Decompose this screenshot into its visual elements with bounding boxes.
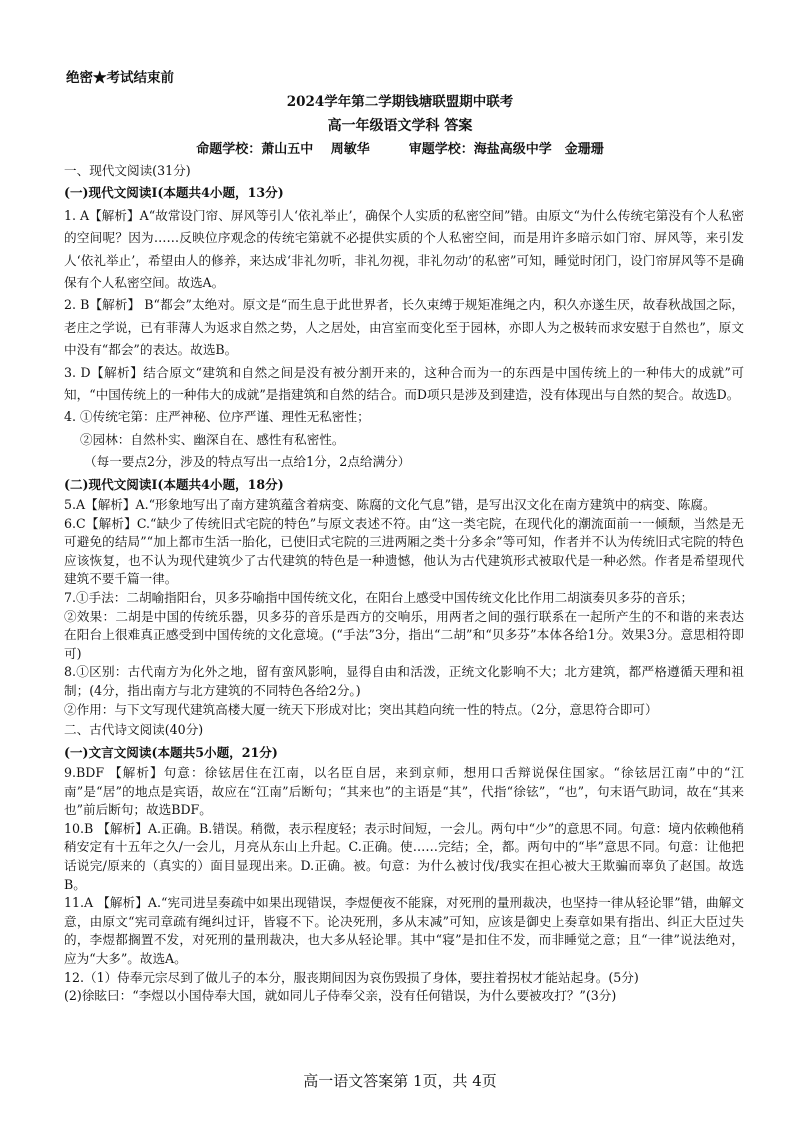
answer-q1: 1. A【解析】A“故常设门帘、屏风等引人‘依礼举止’，确保个人实质的私密空间”错。由原文“为什么传统宅第没有个人私密的空间呢？因为……反映位序观念的传统宅第就不必提供实质的个人私密空间，而是用许多暗示如门帘、屏风等，来引发人‘依礼举止’，希望由人的修养，来达成‘非礼勿听，非礼勿视，非礼勿动’的私密”可知，睡觉时闭门，设门帘屏风等不是确保有个人私密空间。故选A。: [64, 207, 744, 291]
answer-q6: 6.C【解析】C.“缺少了传统旧式宅院的特色”与原文表述不符。由“这一类宅院，在现代化的潮流面前一一倾颓，当然是无可避免的结局”“加上都市生活一胎化，已使旧式宅院的三进两厢之类十分多余”等可知，作者并不认为传统旧式宅院的特色应该恢复，也不认为现代建筑少了古代建筑的特色是一种遗憾，他认为古代建筑形式被取代是一种必然。作者是希望现代建筑不要千篇一律。: [64, 515, 744, 587]
answer-q8-part1: 8.①区别：古代南方为化外之地，留有蛮风影响，显得自由和活泼，正统文化影响不大；北方建筑，都严格遵循天理和祖制；(4分，指出南方与北方建筑的不同特色各给2分。): [64, 664, 744, 699]
answer-q7-part1: 7.①手法：二胡喻指阳台，贝多芬喻指中国传统文化，在阳台上感受中国传统文化比作用二胡演奏贝多芬的音乐；: [64, 590, 694, 606]
author-line: 命题学校：萧山五中 周敏华 审题学校：海盐高级中学 金珊珊: [196, 142, 604, 157]
answer-q12-part1: 12.（1）侍奉元宗尽到了做儿子的本分，服丧期间因为哀伤毁损了身体，要拄着拐杖才能站起身。(5分): [64, 969, 639, 985]
answer-q7-part2: ②效果：二胡是中国的传统乐器，贝多芬的音乐是西方的交响乐，用两者之间的强行联系在一起所产生的不和谐的来表达在阳台上很难真正感受到中国传统的文化意境。(“手法”3分，指出“二胡”和“贝多芬”本体各给1分。效果3分。意思相符即可): [64, 608, 744, 661]
answer-q10: 10.B 【解析】A.正确。B.错误。稍微，表示程度轻；表示时间短，一会儿。两句中“少”的意思不同。句意：境内依赖他稍稍安定有十五年之久/一会儿，月亮从东山上升起。C.正确。使……完结；全，都。两句中的“毕”意思不同。句意：让他把话说完/原来的（真实的）面目显现出来。D.正确。被。句意：为什么被讨伐/我实在担心被大王欺骗而辜负了赵国。故选B。: [64, 820, 744, 892]
page-footer: 高一语文答案第 1页，共 4页: [303, 1072, 497, 1090]
subsection-heading-classical-prose: (一)文言文阅读(本题共5小题，21分): [64, 744, 278, 760]
answer-q4-part1: 4. ①传统宅第：庄严神秘、位序严谨、理性无私密性；: [64, 409, 370, 425]
exam-subtitle: 高一年级语文学科 答案: [327, 118, 473, 134]
answer-q4-scoring: （每一要点2分，涉及的特点写出一点给1分，2点给满分）: [84, 454, 411, 470]
answer-q2: 2. B【解析】 B“都会”太绝对。原文是“而生息于此世界者，长久束缚于规矩准绳之内，积久亦遂生厌，故春秋战国之际，老庄之学说，已有菲薄人为返求自然之势，人之居处，由宫室而变化至于园林，亦即人为之极转而求安慰于自然也”，原文中没有“都会”的表达。故选B。: [64, 297, 744, 358]
answer-q9: 9.BDF 【解析】句意：徐铉居住在江南，以名臣自居，来到京师，想用口舌辩说保住国家。“徐铉居江南”中的“江南”是“居”的地点是宾语，故应在“江南”后断句；“其来也”的主语是“其”，代指“徐铉”，“也”，句末语气助词，故在“其来也”前后断句；故选BDF。: [64, 765, 744, 818]
answer-q12-part2: (2)徐眩曰：“李煜以小国侍奉大国，就如同儿子侍奉父亲，没有任何错误，为什么要被攻打？”(3分): [64, 988, 617, 1004]
answer-q3: 3. D【解析】结合原文“建筑和自然之间是没有被分割开来的，这种合而为一的东西是中国传统上的一种伟大的成就”可知，“中国传统上的一种伟大的成就”是指建筑和自然的结合。而D项只是涉及到建造，没有体现出与自然的契合。故选D。: [64, 364, 744, 403]
subsection-heading-modern-reading-2: (二)现代文阅读Ⅰ(本题共4小题，18分): [64, 476, 284, 492]
answer-q4-part2: ②园林：自然朴实、幽深自在、感性有私密性。: [80, 431, 345, 447]
exam-title: 2024学年第二学期钱塘联盟期中联考: [286, 94, 514, 110]
section-heading-modern-reading: 一、现代文阅读(31分): [64, 163, 191, 178]
subsection-heading-modern-reading-1: (一)现代文阅读Ⅰ(本题共4小题，13分): [64, 185, 284, 201]
answer-content: [64, 160, 744, 1006]
section-heading-classical-reading: 二、古代诗文阅读(40分): [64, 722, 204, 738]
confidential-label: 绝密★考试结束前: [66, 70, 174, 86]
answer-q8-part2: ②作用：与下文写现代建筑高楼大厦一统天下形成对比；突出其趋向统一性的特点。（2分，意思符合即可）: [64, 701, 658, 717]
answer-q11: 11.A 【解析】A.“宪司进呈奏疏中如果出现错误，李煜便夜不能寐，对死刑的量刑裁决，也坚持一律从轻论罪”错，曲解文意，由原文“宪司章疏有绳纠过讦，皆寝不下。论决死刑，多从末减”可知，应该是御史上奏章如果有指出、纠正大臣过失的，李煜都搁置不发，对死刑的量刑裁决，也大多从轻论罪。其中“寝”是扣住不发，而非睡觉之意；且“一律”说法绝对，应为“大多”。故选A。: [64, 895, 744, 966]
answer-q5: 5.A【解析】A.“形象地写出了南方建筑蕴含着病变、陈腐的文化气息”错，是写出汉文化在南方建筑中的病变、陈腐。: [64, 497, 716, 513]
